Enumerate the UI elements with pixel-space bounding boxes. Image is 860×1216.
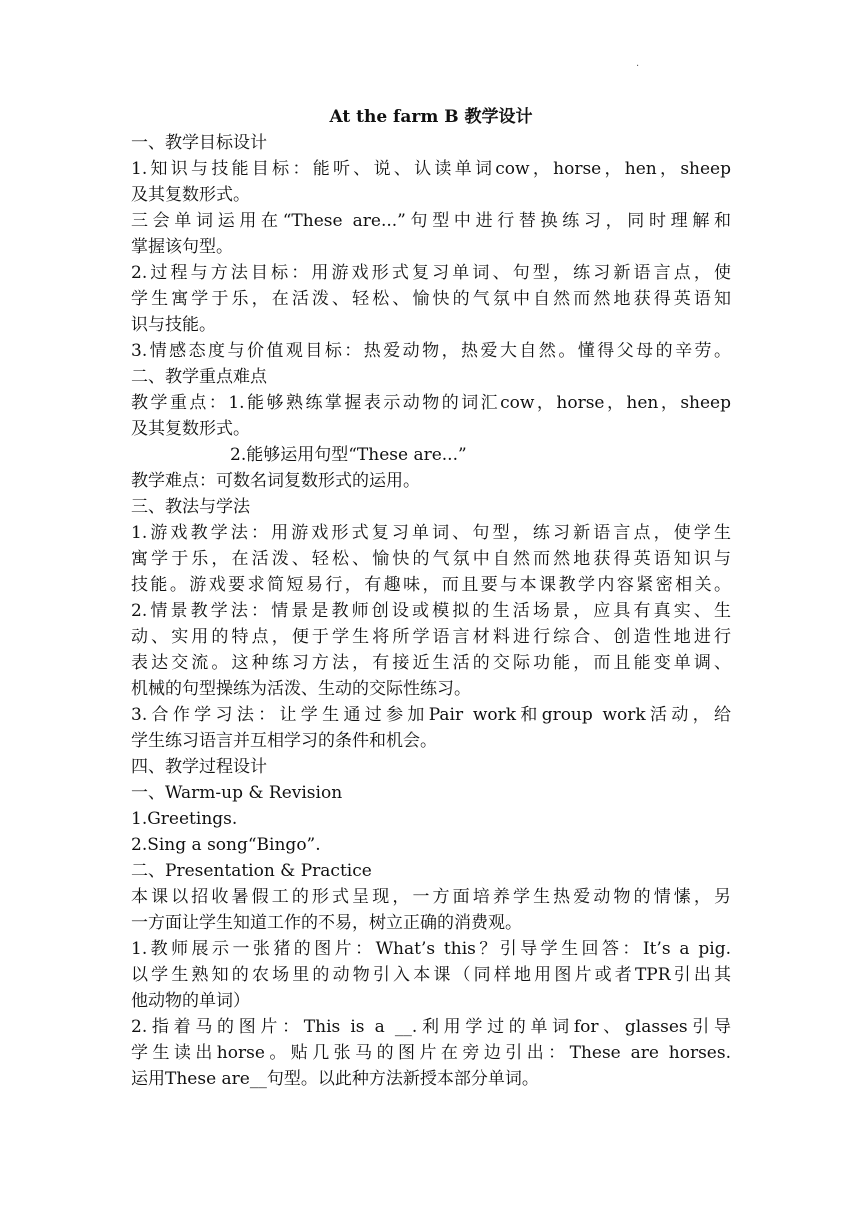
- paragraph-line: 教学重点：1.能够熟练掌握表示动物的词汇cow，horse，hen，sheep: [131, 393, 731, 413]
- paragraph-line: 2.指着马的图片：This is a __.利用学过的单词for、glasses引导: [131, 1017, 731, 1037]
- paragraph-line: 2.Sing a song“Bingo”.: [131, 835, 321, 855]
- paragraph-line: 及其复数形式。: [131, 185, 250, 205]
- paragraph-line: 表达交流。这种练习方法，有接近生活的交际功能，而且能变单调、: [131, 653, 731, 673]
- paragraph-line-indented: 2.能够运用句型“These are...”: [230, 445, 467, 465]
- paragraph-line: 他动物的单词）: [131, 991, 250, 1011]
- paragraph-line: 2.过程与方法目标：用游戏形式复习单词、句型，练习新语言点，使: [131, 263, 731, 283]
- paragraph-line: 寓学于乐，在活泼、轻松、愉快的气氛中自然而然地获得英语知识与: [131, 549, 731, 569]
- section-heading: 一、教学目标设计: [131, 133, 267, 153]
- document-title: At the farm B 教学设计: [329, 107, 533, 127]
- paragraph-line: 学生寓学于乐，在活泼、轻松、愉快的气氛中自然而然地获得英语知: [131, 289, 731, 309]
- section-heading: 二、教学重点难点: [131, 367, 267, 387]
- paragraph-line: 一方面让学生知道工作的不易，树立正确的消费观。: [131, 913, 522, 933]
- paragraph-line: 学生练习语言并互相学习的条件和机会。: [131, 731, 437, 751]
- paragraph-line: 学生读出horse。贴几张马的图片在旁边引出：These are horses.: [131, 1043, 731, 1063]
- paragraph-line: 技能。游戏要求简短易行，有趣味，而且要与本课教学内容紧密相关。: [131, 575, 731, 595]
- paragraph-line: 3.合作学习法：让学生通过参加Pair work和group work活动，给: [131, 705, 731, 725]
- paragraph-line: 1.游戏教学法：用游戏形式复习单词、句型，练习新语言点，使学生: [131, 523, 731, 543]
- paragraph-line: 2.情景教学法：情景是教师创设或模拟的生活场景，应具有真实、生: [131, 601, 731, 621]
- paragraph-line: 1.知识与技能目标：能听、说、认读单词cow，horse，hen，sheep: [131, 159, 731, 179]
- subsection-heading: 一、Warm-up & Revision: [131, 783, 343, 803]
- section-heading: 四、教学过程设计: [131, 757, 267, 777]
- paragraph-line: 以学生熟知的农场里的动物引入本课（同样地用图片或者TPR引出其: [131, 965, 731, 985]
- header-dot-mark: .: [636, 58, 640, 69]
- paragraph-line: 动、实用的特点，便于学生将所学语言材料进行综合、创造性地进行: [131, 627, 731, 647]
- paragraph-line: 掌握该句型。: [131, 237, 233, 257]
- paragraph-line: 1.教师展示一张猪的图片：What’s this？引导学生回答：It’s a pig.: [131, 939, 731, 959]
- paragraph-line: 及其复数形式。: [131, 419, 250, 439]
- subsection-heading: 二、Presentation & Practice: [131, 861, 372, 881]
- paragraph-line: 1.Greetings.: [131, 809, 238, 829]
- paragraph-line: 教学难点：可数名词复数形式的运用。: [131, 471, 420, 491]
- paragraph-line: 本课以招收暑假工的形式呈现，一方面培养学生热爱动物的情愫，另: [131, 887, 731, 907]
- paragraph-line: 机械的句型操练为活泼、生动的交际性练习。: [131, 679, 471, 699]
- paragraph-line: 识与技能。: [131, 315, 216, 335]
- paragraph-line: 运用These are__句型。以此种方法新授本部分单词。: [131, 1069, 539, 1089]
- section-heading: 三、教法与学法: [131, 497, 250, 517]
- document-page: [131, 104, 731, 1092]
- paragraph-line: 3.情感态度与价值观目标：热爱动物，热爱大自然。懂得父母的辛劳。: [131, 341, 731, 361]
- paragraph-line: 三会单词运用在“These are...”句型中进行替换练习，同时理解和: [131, 211, 731, 231]
